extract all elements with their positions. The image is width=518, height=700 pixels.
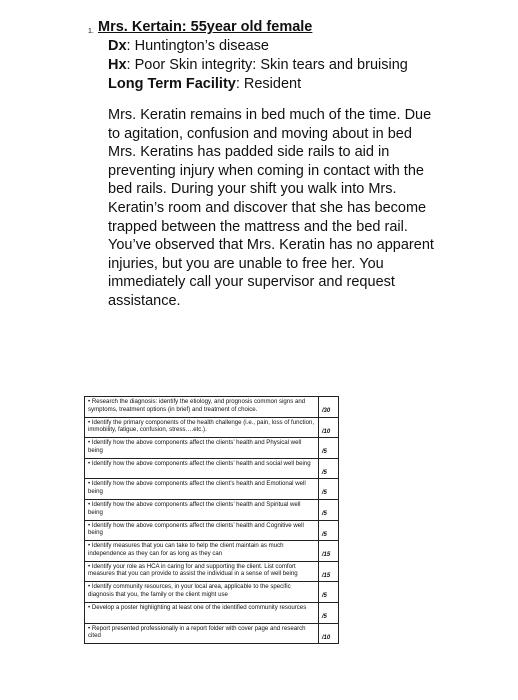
facility-value: : Resident	[235, 76, 302, 92]
rubric-table-container	[84, 396, 339, 644]
rubric-row	[85, 499, 339, 520]
dx-value: : Huntington’s disease	[126, 38, 269, 54]
scenario-paragraph: Mrs. Keratin remains in bed much of the time. Due to agitation, confusion and moving about in bed Mrs. Keratins has padded side rails to aid in preventing injury when coming in contact with the bed rails. During your shift you walk into Mrs. Keratin’s room and discover that she has become trapped between the mattress and the bed rail. You’ve observed that Mrs. Keratin has no apparent injuries, but you are unable to free her. You immediately call your supervisor and request assistance.	[108, 107, 434, 309]
hx-value: : Poor Skin integrity: Skin tears and bruising	[126, 57, 408, 73]
case-header	[88, 18, 508, 94]
rubric-points: /5	[318, 499, 338, 520]
diagnosis-line	[108, 37, 508, 56]
rubric-points: /5	[318, 582, 338, 603]
rubric-criterion: • Identify how the above components affect the clients’ health and social well being	[85, 458, 319, 479]
rubric-points: /5	[318, 479, 338, 500]
rubric-row	[85, 582, 339, 603]
rubric-row	[85, 561, 339, 582]
rubric-row	[85, 458, 339, 479]
rubric-points: /5	[318, 520, 338, 541]
item-number: 1.	[88, 28, 94, 35]
facility-line	[108, 75, 508, 94]
rubric-criterion: • Identify your role as HCA in caring for and supporting the client. List comfort measures that you can provide to assist the individual in a sense of well being	[85, 561, 319, 582]
rubric-criterion: • Identify how the above components affect the clients’ health and Cognitive well being	[85, 520, 319, 541]
rubric-row	[85, 520, 339, 541]
rubric-criterion: • Identify how the above components affect the client’s health and Emotional well being	[85, 479, 319, 500]
rubric-points: /10	[318, 623, 338, 644]
rubric-table	[84, 396, 339, 644]
rubric-points: /15	[318, 541, 338, 562]
dx-label: Dx	[108, 38, 127, 54]
rubric-criterion: • Identify how the above components affect the clients’ health and Spiritual well being	[85, 499, 319, 520]
rubric-row	[85, 397, 339, 418]
rubric-criterion: • Research the diagnosis: identify the etiology, and prognosis common signs and symptoms, treatment options (in brief) and treatment of choice.	[85, 397, 319, 418]
rubric-criterion: • Report presented professionally in a report folder with cover page and research cited	[85, 623, 319, 644]
rubric-points: /15	[318, 561, 338, 582]
rubric-row	[85, 479, 339, 500]
rubric-points: /30	[318, 397, 338, 418]
rubric-points: /5	[318, 458, 338, 479]
rubric-row	[85, 541, 339, 562]
rubric-points: /10	[318, 417, 338, 438]
rubric-criterion: • Develop a poster highlighting at least one of the identified community resources	[85, 602, 319, 623]
rubric-row	[85, 417, 339, 438]
rubric-points: /5	[318, 438, 338, 459]
rubric-row	[85, 602, 339, 623]
rubric-row	[85, 623, 339, 644]
facility-label: Long Term Facility	[108, 76, 236, 92]
hx-label: Hx	[108, 57, 127, 73]
rubric-criterion: • Identify community resources, in your local area, applicable to the specific diagnosis that you, the family or the client might use	[85, 582, 319, 603]
case-title-row	[88, 18, 508, 37]
rubric-criterion: • Identify the primary components of the health challenge (i.e., pain, loss of function, immobility, fatigue, confusion, stress….etc.).	[85, 417, 319, 438]
history-line	[108, 56, 508, 75]
rubric-points: /5	[318, 602, 338, 623]
rubric-criterion: • Identify how the above components affect the clients’ health and Physical well being	[85, 438, 319, 459]
rubric-row	[85, 438, 339, 459]
rubric-criterion: • Identify measures that you can take to help the client maintain as much independence as they can for as long as they can	[85, 541, 319, 562]
case-title: Mrs. Kertain: 55year old female	[98, 19, 313, 35]
